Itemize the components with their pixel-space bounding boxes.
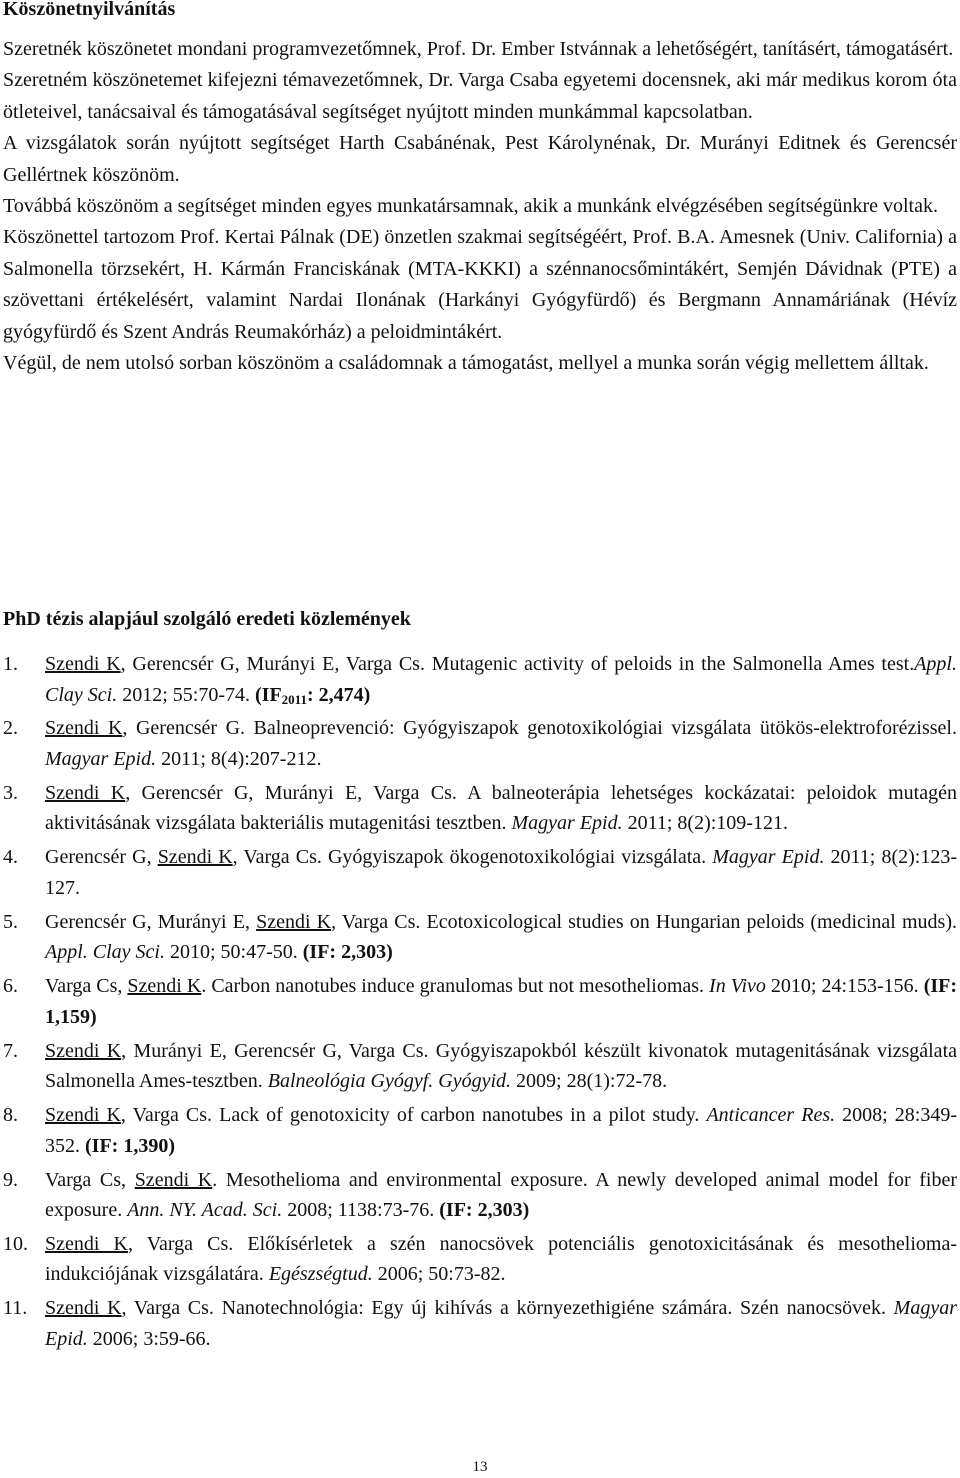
publication-number: 2. [3,717,18,740]
publication-authors: Gerencsér G, [45,846,158,869]
publication-details: 2012; 55:70-74. [117,683,255,706]
publication-authors: , Varga Cs. [120,1104,213,1127]
publications-heading: PhD tézis alapjául szolgáló eredeti közlemények [3,608,411,630]
impact-factor: (IF: 2,303) [302,941,393,964]
publication-number: 8. [3,1104,18,1127]
publication-title: Balneoprevenció: Gyógyiszapok genotoxikológiai vizsgálata ütökös-elektroforézissel. [245,717,957,740]
publication-number: 11. [3,1297,28,1320]
acknowledgements-text [3,34,957,379]
publication-item [3,1100,957,1161]
publication-number: 7. [3,1039,18,1062]
publication-title: Előkísérletek a szén nanocsövek potenciális genotoxicitásának és mesothelioma-indukciójának vizsgálatára. [45,1232,957,1286]
publication-author-self: Szendi K [45,1039,122,1062]
publication-authors: , Gerencsér G, Murányi E, Varga Cs. [125,781,457,804]
publication-authors: Gerencsér G, Murányi E, [45,910,257,933]
publication-title: Carbon nanotubes induce granulomas but not mesotheliomas. [206,975,710,998]
publication-number: 1. [3,653,18,675]
publication-list [3,649,957,1358]
publication-details: 2010; 24:153-156. [765,975,924,998]
publication-details: 2006; 3:59-66. [87,1327,211,1350]
publication-item [3,649,957,710]
publication-authors: , Gerencsér G. [122,717,246,740]
publication-title: Mesothelioma and environmental exposure. A newly developed animal model for fiber exposure. [45,1168,957,1221]
publication-author-self: Szendi K [157,846,233,869]
publication-author-self: Szendi K [45,1232,128,1255]
publication-journal: Magyar Epid. [45,747,157,770]
publication-authors: , Gerencsér G, Murányi E, Varga Cs. [120,653,425,675]
impact-factor [255,684,370,706]
publication-details: 2009; 28(1):72-78. [511,1070,668,1093]
publication-item [3,778,957,839]
publication-details: 2011; 8(2):123-127. [45,846,957,899]
publication-details: 2011; 8(2):109-121. [622,812,788,835]
publication-details: 2008; 1138:73-76. [282,1199,440,1221]
publication-authors: , Varga Cs. [331,910,421,933]
publication-number: 10. [3,1232,28,1255]
publication-title: Mutagenic activity of peloids in the Salmonella Ames test. [424,653,915,675]
publication-title: Lack of genotoxicity of carbon nanotubes in a pilot study. [212,1104,707,1127]
ack-paragraph: Szeretnék köszönetet mondani programvezetőmnek, Prof. Dr. Ember Istvánnak a lehetőségért, tanításért, támogatásért. [3,38,954,60]
publication-author-self: Szendi K [256,910,332,933]
publication-authors: , Varga Cs. [232,846,322,869]
publication-item [3,907,957,968]
publication-journal: Magyar Epid. [511,812,623,835]
publication-details: 2011; 8(4):207-212. [156,747,322,770]
publication-authors: , Murányi E, Gerencsér G, Varga Cs. [121,1039,429,1062]
impact-factor: (IF: 2,303) [439,1199,530,1221]
publication-journal: Anticancer Res. [706,1104,836,1127]
impact-factor-value: : 2,474) [306,683,371,706]
ack-paragraph: Szeretném köszönetemet kifejezni témavezetőmnek, Dr. Varga Csaba egyetemi docensnek, aki már medikus korom óta ötleteivel, tanácsaival és támogatásával segítséget nyújtott minden munkámmal kapcsolatban. [3,69,957,123]
publication-journal: Egészségtud. [268,1263,373,1286]
publication-authors: . [212,1168,218,1191]
publication-item [3,1036,957,1097]
publication-journal: Appl. Clay Sci. [45,941,165,964]
publication-journal: Ann. NY. Acad. Sci. [127,1199,283,1221]
publication-number: 5. [3,910,18,933]
publication-author-self: Szendi K [127,975,202,998]
publication-item [3,842,957,903]
impact-factor: (IF: 1,390) [85,1134,175,1157]
publication-author-self: Szendi K [45,1104,121,1127]
publication-authors: Varga Cs, [45,1168,135,1191]
ack-paragraph: Továbbá köszönöm a segítséget minden egyes munkatársamnak, akik a munkánk elvégzésében segítségünkre voltak. [3,195,938,218]
publication-journal: Magyar Epid. [45,1297,957,1350]
publication-authors: , Varga Cs. [121,1297,214,1320]
publication-title: Gyógyiszapok ökogenotoxikológiai vizsgálata. [321,846,713,869]
publication-number: 3. [3,781,18,804]
publication-author-self: Szendi K [134,1168,213,1191]
ack-paragraph: Végül, de nem utolsó sorban köszönöm a családomnak a támogatást, mellyel a munka során végig mellettem álltak. [3,352,929,375]
publication-author-self: Szendi K [45,653,121,675]
publication-number: 4. [3,846,18,869]
impact-factor: (IF: 1,159) [45,975,958,1028]
publication-journal: Balneológia Gyógyf. Gyógyid. [267,1070,512,1093]
publication-journal: Magyar Epid. [712,846,825,869]
page-number: 13 [472,1459,488,1475]
publication-authors: . [201,975,207,998]
publication-item [3,1293,957,1354]
publication-number: 6. [3,975,18,998]
publication-journal: Appl. Clay Sci. [45,653,957,706]
publication-author-self: Szendi K [45,781,126,804]
publication-number: 9. [3,1168,18,1191]
ack-paragraph: A vizsgálatok során nyújtott segítséget Harth Csabánénak, Pest Károlynénak, Dr. Murányi Editnek és Gerencsér Gellértnek köszönöm. [3,132,957,186]
publication-item [3,713,957,774]
impact-factor-year: 2011 [281,691,307,707]
publication-journal: In Vivo [709,975,766,998]
publication-title: A balneoterápia lehetséges kockázatai: peloidok mutagén aktivitásának vizsgálata bakteriális mutagenitási tesztben. [45,781,957,835]
publication-author-self: Szendi K [45,717,123,740]
publication-authors: , Varga Cs. [127,1232,234,1255]
publication-details: 2008; 28:349-352. [45,1104,957,1157]
publication-item [3,971,957,1032]
acknowledgements-heading: Köszönetnyilvánítás [3,0,176,20]
publication-authors: Varga Cs, [45,975,128,998]
publication-item [3,1165,957,1226]
publication-details: 2006; 50:73-82. [372,1263,506,1286]
publication-title: Ecotoxicological studies on Hungarian peloids (medicinal muds). [420,910,957,933]
publication-item [3,1229,957,1290]
ack-paragraph: Köszönettel tartozom Prof. Kertai Pálnak (DE) önzetlen szakmai segítségéért, Prof. B.A. Amesnek (Univ. California) a Salmonella törzsekért, H. Kármán Franciskának (MTA-KKKI) a szénnanocsőmintákért, Semjén Dávidnak (PTE) a szövettani értékelésért, valamint Nardai Ilonának (Harkányi Gyógyfürdő) és Bergmann Annamáriának (Hévíz gyógyfürdő és Szent András Reumakórház) a peloidmintákért. [3,226,957,343]
publication-title: Gyógyiszapokból készült kivonatok mutagenitásának vizsgálata Salmonella Ames-tesztben. [45,1039,957,1093]
publication-author-self: Szendi K [45,1297,122,1320]
impact-factor-label: (IF [255,683,282,706]
publication-details: 2010; 50:47-50. [164,941,303,964]
publication-title: Nanotechnológia: Egy új kihívás a környezethigiéne számára. Szén nanocsövek. [213,1297,894,1320]
